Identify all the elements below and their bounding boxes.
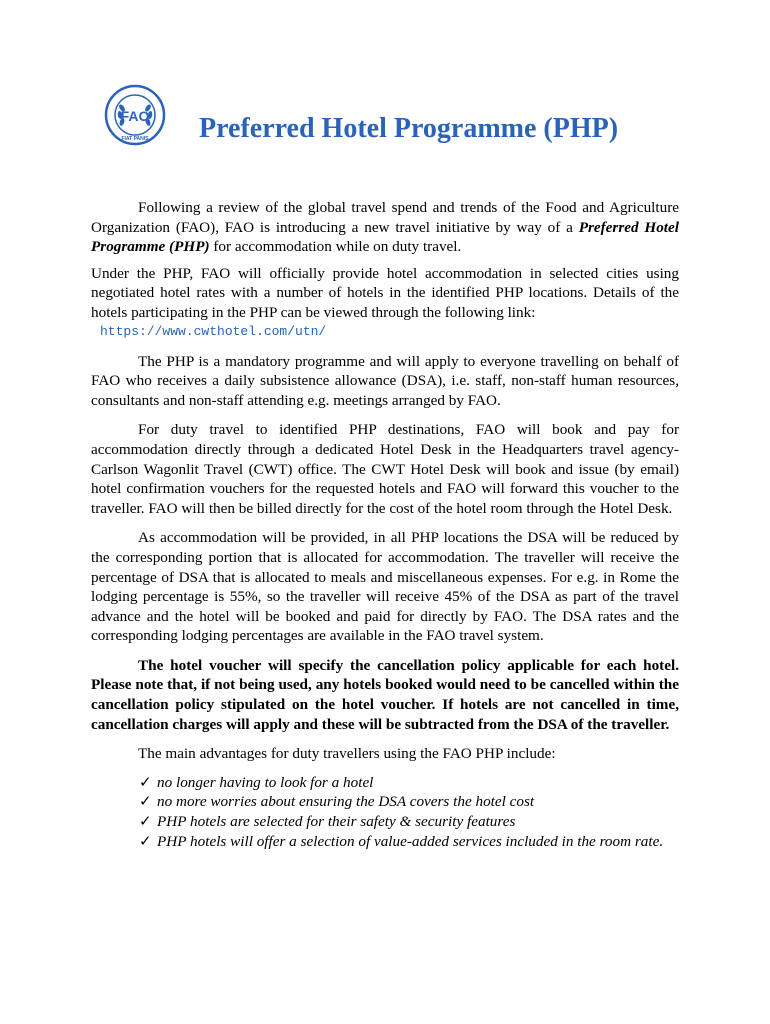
logo-motto: FIAT PANIS	[121, 136, 149, 142]
list-item	[139, 812, 679, 832]
php-details-text: Under the PHP, FAO will officially provide hotel accommodation in selected cities using negotiated hotel rates with a number of hotels in the identified PHP locations. Details of the hotels participating in the PHP can be viewed through the following link:	[91, 264, 679, 321]
page-title: Preferred Hotel Programme (PHP)	[199, 113, 619, 144]
dsa-paragraph: As accommodation will be provided, in all PHP locations the DSA will be reduced by the corresponding portion that is allocated for accommodation. The traveller will receive the percentage of DSA that is allocated to meals and miscellaneous expenses. For e.g. in Rome the lodging percentage is 55%, so the traveller will receive 45% of the DSA as part of the travel advance and the hotel will be booked and paid for directly by FAO. The DSA rates and the corresponding lodging percentages are available in the FAO travel system.	[91, 529, 679, 645]
mandatory-paragraph: The PHP is a mandatory programme and will apply to everyone travelling on behalf of FAO who receives a daily subsistence allowance (DSA), i.e. staff, non-staff human resources, consultants and non-staff attending e.g. meetings arranged by FAO.	[91, 352, 679, 409]
checkmark-icon: ✓	[139, 793, 152, 811]
checkmark-icon: ✓	[139, 773, 152, 791]
checkmark-icon: ✓	[139, 832, 152, 850]
document-body	[91, 198, 679, 851]
php-emphasis: Preferred Hotel Programme (PHP)	[91, 218, 679, 256]
advantages-intro: The main advantages for duty travellers using the FAO PHP include:	[138, 745, 556, 763]
intro-paragraph	[91, 198, 679, 257]
fao-logo-icon	[104, 84, 166, 146]
booking-paragraph: For duty travel to identified PHP destinations, FAO will book and pay for accommodation directly through a dedicated Hotel Desk in the Headquarters travel agency- Carlson Wagonlit Travel (CWT) office. The CWT Hotel Desk will book and issue (by email) hotel confirmation vouchers for the requested hotels and FAO will forward this voucher to the traveller. FAO will then be billed directly for the cost of the hotel room through the Hotel Desk.	[91, 421, 679, 517]
cancellation-paragraph: The hotel voucher will specify the cancellation policy applicable for each hotel. Please note that, if not being used, any hotels booked would need to be cancelled within the cancellation policy stipulated on the hotel voucher. If hotels are not cancelled in time, cancellation charges will apply and these will be subtracted from the DSA of the traveller.	[91, 656, 679, 733]
advantage-text: PHP hotels will offer a selection of value-added services included in the room rate.	[157, 832, 664, 850]
logo-text: FAO	[120, 108, 150, 124]
intro-text-end: for accommodation while on duty travel.	[209, 238, 462, 256]
checkmark-icon: ✓	[139, 813, 152, 831]
intro-text-start: Following a review of the global travel spend and trends of the Food and Agriculture Organization (FAO), FAO is introducing a new travel initiative by way of a	[91, 199, 679, 236]
php-details-paragraph	[91, 264, 679, 341]
hotel-link[interactable]: https://www.cwthotel.com/utn/	[100, 323, 327, 339]
list-item	[139, 832, 679, 852]
advantage-text: PHP hotels are selected for their safety & security features	[157, 813, 516, 831]
list-item	[139, 792, 679, 812]
list-item	[139, 773, 679, 793]
advantages-list	[91, 773, 679, 851]
advantage-text: no longer having to look for a hotel	[157, 773, 374, 791]
advantage-text: no more worries about ensuring the DSA covers the hotel cost	[157, 793, 535, 811]
